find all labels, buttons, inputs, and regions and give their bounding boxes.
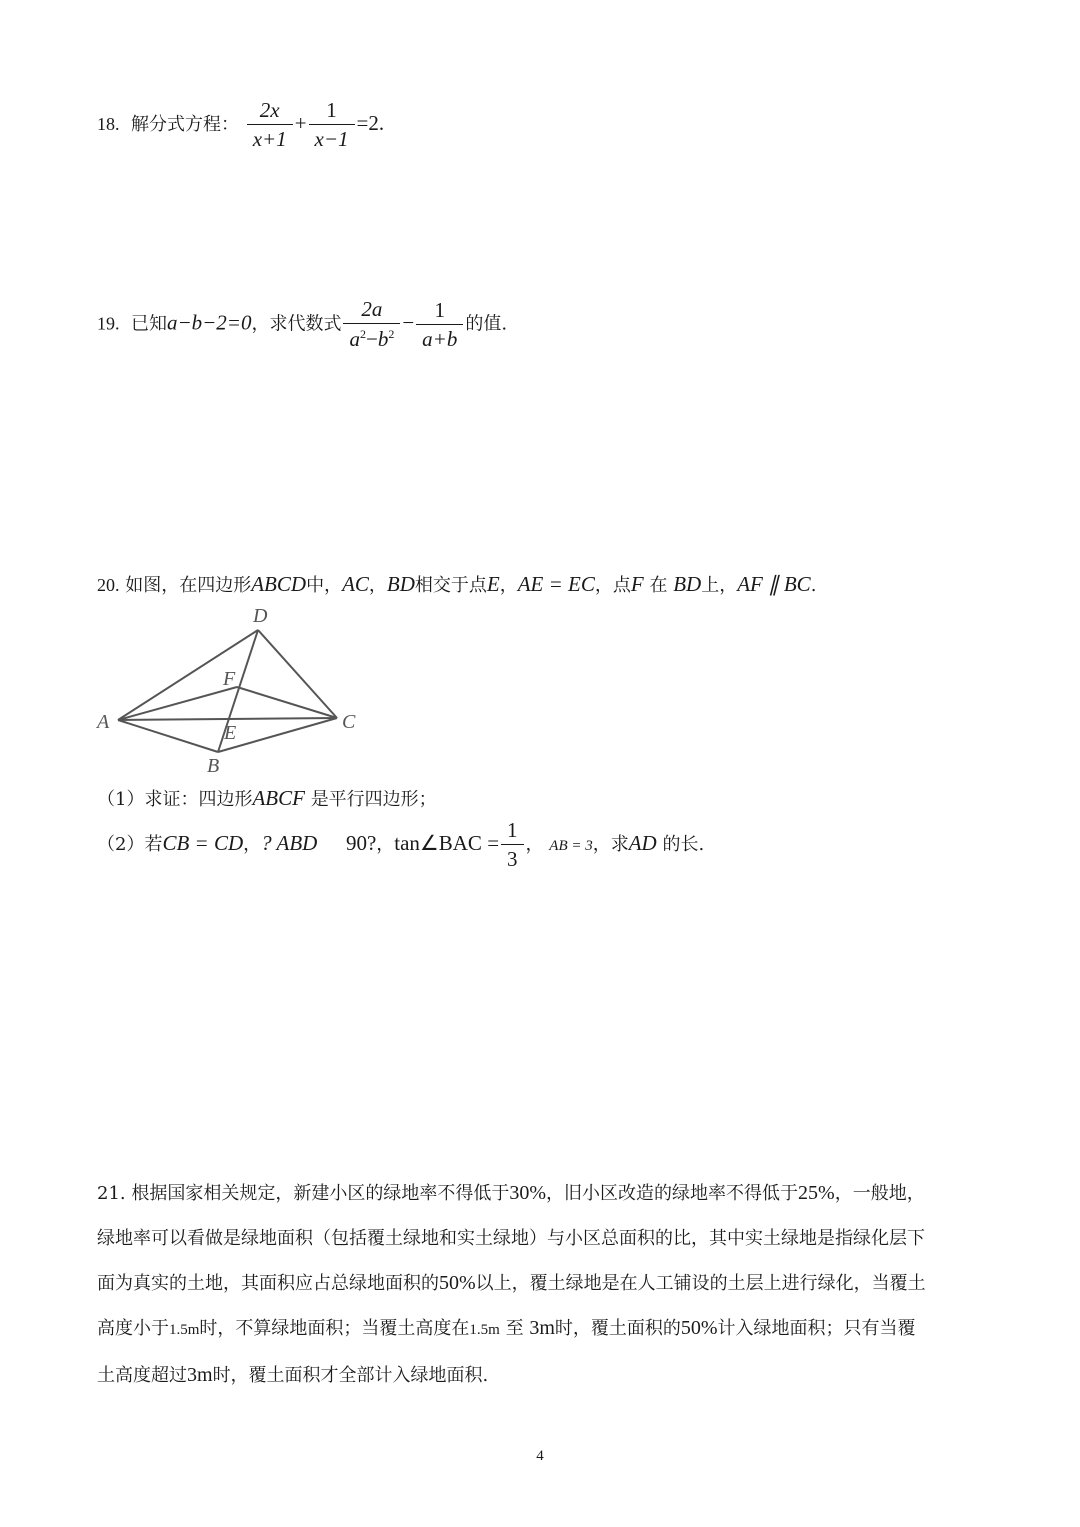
paragraph-line: 土高度超过3m时，覆土面积才全部计入绿地面积. <box>97 1364 489 1386</box>
fraction <box>309 100 355 150</box>
question-number: 20. <box>97 575 120 595</box>
question-21 <box>97 1171 987 1398</box>
question-text: ， <box>368 575 387 596</box>
numerator: 1 <box>326 98 337 122</box>
page-number: 4 <box>536 1448 544 1464</box>
denominator: 3 <box>501 844 524 870</box>
period: . <box>378 111 385 135</box>
question-text: ， <box>499 575 518 596</box>
math-bd: BD <box>673 572 702 596</box>
question-number: 19. <box>97 313 120 334</box>
math-ninety: 90? <box>345 831 377 855</box>
math-angle-abd: ? ABD <box>261 831 318 855</box>
numerator: 1 <box>434 297 445 322</box>
denominator: a+b <box>422 326 458 351</box>
fraction <box>501 820 524 870</box>
question-text: 在 <box>649 575 668 596</box>
label-f: F <box>223 668 236 690</box>
math-ad: AD <box>628 831 657 855</box>
math-abcd: ABCD <box>251 572 307 596</box>
math-ac: AC <box>342 572 369 596</box>
math-ab: AB = 3 <box>549 838 593 854</box>
question-number: 18. <box>97 114 120 134</box>
question-text: ， <box>243 834 262 855</box>
denominator: x−1 <box>314 127 349 151</box>
numerator: 2x <box>259 98 280 122</box>
question-text: 已知 <box>130 313 167 335</box>
label-a: A <box>97 711 110 733</box>
segment-ac <box>118 718 337 720</box>
denominator: $a^2-b^2$ <box>343 323 400 350</box>
math-cb-cd: CB = CD <box>162 831 244 855</box>
label-b: B <box>207 755 220 777</box>
label-e: E <box>224 722 237 744</box>
question-text: 解分式方程： <box>130 114 239 135</box>
question-text: ，求 <box>592 834 629 855</box>
label-d: D <box>253 605 268 627</box>
question-text: ，点 <box>594 575 631 596</box>
part-label: （2）若 <box>97 834 163 855</box>
fraction <box>416 297 463 351</box>
question-text: 的值. <box>465 313 508 335</box>
question-text: 相交于点 <box>414 575 487 596</box>
numerator: 2a <box>361 297 383 321</box>
math-e: E <box>486 572 500 596</box>
denominator: x+1 <box>252 127 287 151</box>
question-20 <box>97 574 816 595</box>
math-abcf: ABCF <box>252 786 305 810</box>
math-ae-ec: AE = EC <box>517 572 595 596</box>
period: . <box>810 575 817 596</box>
question-text: 中， <box>306 575 343 596</box>
segment-ab <box>118 720 218 752</box>
fraction <box>343 299 400 350</box>
question-20-part-1 <box>97 788 437 809</box>
fraction <box>247 100 293 150</box>
segment-af <box>118 687 237 720</box>
quadrilateral-figure <box>92 598 392 778</box>
numerator: 1 <box>507 818 518 842</box>
plus-sign: + <box>294 111 307 135</box>
paragraph-line: 面为真实的土地，其面积应占总绿地面积的50%以上，覆土绿地是在人工铺设的土层上进行绿化，当覆土 <box>97 1272 926 1294</box>
equals-value: =2 <box>356 111 379 135</box>
paragraph-line: 高度小于1.5m时，不算绿地面积；当覆土高度在1.5m 至 3m时，覆土面积的50%计入绿地面积；只有当覆 <box>97 1317 916 1339</box>
question-19 <box>97 299 507 350</box>
label-c: C <box>342 711 356 733</box>
question-text: 的长. <box>662 834 705 855</box>
paragraph-line: 21. 根据国家相关规定，新建小区的绿地率不得低于30%，旧小区改造的绿地率不得低于25%，一般地， <box>97 1182 925 1204</box>
math-bd: BD <box>386 572 415 596</box>
minus-sign: − <box>402 310 415 335</box>
question-text: 上， <box>701 575 738 596</box>
segment-ad <box>118 630 258 720</box>
question-text: ，求代数式 <box>251 313 342 335</box>
math-condition: a−b−2=0 <box>166 310 252 335</box>
question-text: ， <box>525 834 544 855</box>
math-f: F <box>630 572 644 596</box>
question-text: 如图，在四边形 <box>125 575 252 596</box>
question-text: ， <box>376 834 395 855</box>
question-text: 是平行四边形； <box>310 789 437 810</box>
question-20-part-2 <box>97 820 704 870</box>
math-tan-bac: tan∠BAC = <box>394 831 500 855</box>
part-label: （1）求证：四边形 <box>97 789 253 810</box>
math-af-parallel-bc: AF ∥ BC <box>737 572 811 596</box>
paragraph-line: 绿地率可以看做是绿地面积（包括覆土绿地和实土绿地）与小区总面积的比，其中实土绿地是指绿化层下 <box>97 1228 925 1249</box>
question-18 <box>97 100 384 150</box>
